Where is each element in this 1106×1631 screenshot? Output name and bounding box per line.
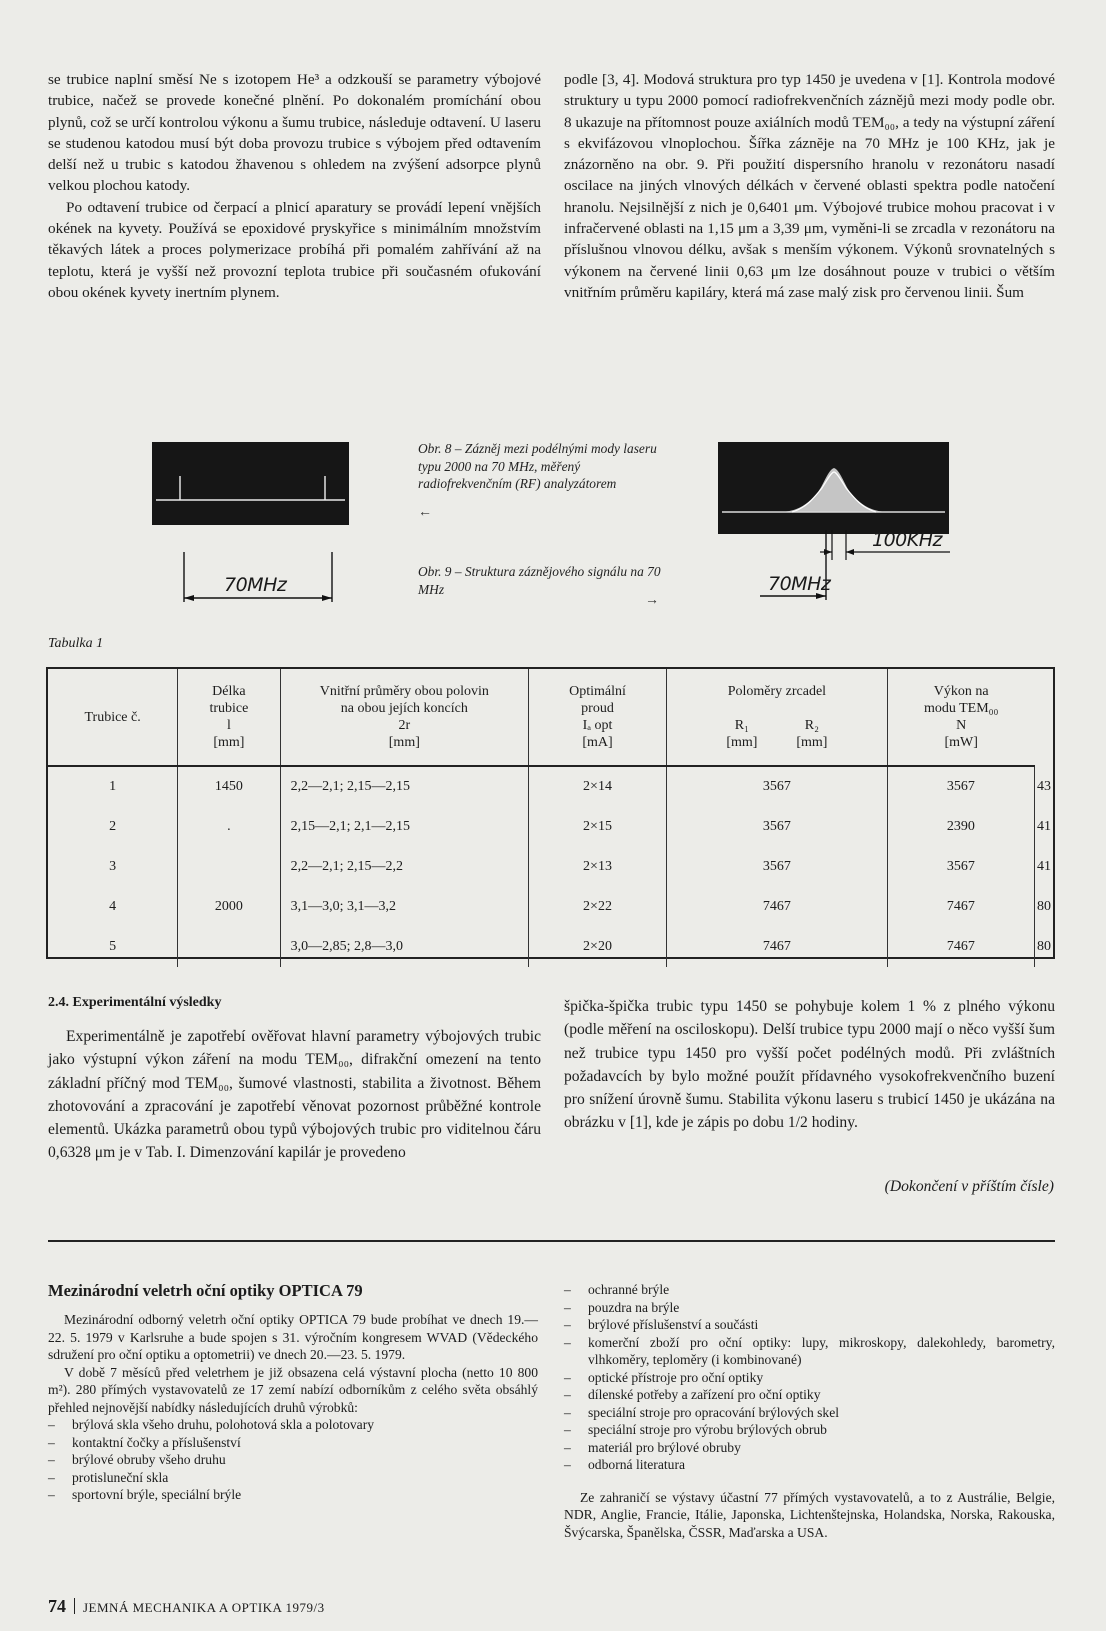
table-cell: 43: [1035, 766, 1054, 807]
table-cell: 3567: [887, 766, 1034, 807]
table-cell: 3567: [666, 766, 887, 807]
page-number: 74: [48, 1596, 66, 1616]
table-title: Tabulka 1: [48, 636, 104, 651]
page-footer: [48, 1596, 325, 1617]
list-item: – dílenské potřeby a zařízení pro oční optiky: [564, 1386, 1055, 1404]
figure-8-spectrum-image: [152, 442, 349, 525]
table-cell: 2×14: [529, 766, 667, 807]
table-cell: 80: [1035, 927, 1054, 967]
right-arrow-icon: →: [645, 593, 659, 608]
paragraph: V době 7 měsíců před veletrhem je již obsazena celá výstavní plocha (netto 10 800 m²). 280 přímých vystavovatelů ze 17 zemí nabízí odborníkům z celého světa obsáhlý přehled nejnovější nabídky následujících druhů výrobků:: [48, 1364, 538, 1415]
list-item: – speciální stroje pro výrobu brýlových obrub: [564, 1421, 1055, 1439]
paragraph: Po odtavení trubice od čerpací a plnicí aparatury se provádí lepení vnějších okének na kyvety. Používá se epoxidové pryskyřice s minimálním množstvím těkavých látek a proces polymerizace probíhá při pomalém zahřívání až na teplotu, která je vyšší než provozní teplota trubice při současném ofukování obou okének kyvety inertním plynem.: [48, 198, 541, 301]
table-row: [48, 807, 1053, 847]
table-cell: 4: [109, 899, 117, 914]
paragraph: Ze zahraničí se výstavy účastní 77 přímých vystavovatelů, a to z Austrálie, Belgie, NDR, Anglie, Francie, Itálie, Japonska, Lichtenštejnska, Holandska, Norska, Rakouska, Švýcarska, Španělska, ČSSR, Maďarska a USA.: [564, 1489, 1055, 1540]
table-cell: 2000: [178, 887, 280, 927]
figure-8-dimension-label: 70MHz: [224, 574, 287, 596]
list-item: – speciální stroje pro opracování brýlových skel: [564, 1404, 1055, 1422]
table-cell: 2,15—2,1; 2,1—2,15: [280, 807, 529, 847]
list-item: – optické přístroje pro oční optiky: [564, 1369, 1055, 1387]
table-cell: 2×15: [529, 807, 667, 847]
continued-note: (Dokončení v příštím čísle): [884, 1178, 1054, 1195]
product-list: [48, 1416, 538, 1504]
list-item: – materiál pro brýlové obruby: [564, 1439, 1055, 1457]
table-cell: [178, 927, 280, 967]
table-cell: 41: [1035, 847, 1054, 887]
table-cell: 2×20: [529, 927, 667, 967]
table-cell: .: [178, 807, 280, 847]
table-cell: 80: [1035, 887, 1054, 927]
table-cell: 7467: [666, 927, 887, 967]
header-inner-diameters: Vnitřní průměry obou polovin na obou jejích koncích 2r [mm]: [280, 669, 529, 766]
article-column-top-left: [48, 69, 541, 303]
article-column-top-right: [564, 69, 1055, 303]
header-tube-number: Trubice č.: [48, 669, 178, 766]
list-item: – pouzdra na brýle: [564, 1299, 1055, 1317]
figure-9-dimension-marker: [760, 530, 980, 602]
table-cell: 3: [109, 859, 117, 874]
table-cell: 1: [109, 779, 117, 794]
section-heading: 2.4. Experimentální výsledky: [48, 995, 222, 1010]
table-cell: 7467: [666, 887, 887, 927]
figure-9-frequency-label: 70MHz: [768, 573, 831, 595]
figure-9-bandwidth-label: 100KHz: [872, 530, 942, 551]
news-column-right: [564, 1281, 1055, 1541]
header-optimal-current: Optimální proud Iₐ opt [mA]: [529, 669, 667, 766]
table-cell: 2,2—2,1; 2,15—2,2: [280, 847, 529, 887]
list-item: – brýlové obruby všeho druhu: [48, 1451, 538, 1469]
article-column-bottom-left: [48, 1025, 541, 1165]
table-cell: [178, 847, 280, 887]
list-item: – ochranné brýle: [564, 1281, 1055, 1299]
figure-8-dimension-marker: [180, 552, 340, 608]
table-cell: 2390: [887, 807, 1034, 847]
section-divider: [48, 1240, 1055, 1242]
parameters-table: [46, 667, 1055, 959]
table-row: [48, 847, 1053, 887]
paragraph: Experimentálně je zapotřebí ověřovat hlavní parametry výbojových trubic jako výstupní výkon záření na modu TEM₀₀, difrakční omezení na tento základní příčný mod TEM₀₀, šumové vlastnosti, stabilita a životnost. Během zhotovování a zpracování je zapotřebí věnovat pozornost průběžné kontrole elementů. Ukázka parametrů obou typů výbojových trubic pro viditelnou čáru 0,6328 μm je v Tab. I. Dimenzování kapilár je provedeno: [48, 1028, 541, 1162]
list-item: – komerční zboží pro oční optiky: lupy, mikroskopy, dalekohledy, barometry, vlhkoměry, teploměry (i kombinované): [564, 1334, 1055, 1369]
table-cell: 41: [1035, 807, 1054, 847]
figure-9-signal-image: [718, 442, 949, 534]
figure-9-caption: Obr. 9 – Struktura záznějového signálu na 70 MHz: [418, 564, 661, 597]
table-cell: 7467: [887, 927, 1034, 967]
table-cell: 3,1—3,0; 3,1—3,2: [280, 887, 529, 927]
table-cell: 2×13: [529, 847, 667, 887]
paragraph: podle [3, 4]. Modová struktura pro typ 1450 je uvedena v [1]. Kontrola modové struktury u typu 2000 pomocí radiofrekvenčních záznějů mezi mody podle obr. 8 ukazuje na přítomnost pouze axiálních modů TEM₀₀, a tedy na výstupní záření s ekvifázovou vlnoplochou. Šířka záznĕje na 70 MHz je 100 KHz, jak je znázorněno na obr. 9. Při použití dispersního hranolu v rezonátoru nasadí oscilace na jiných vlnových délkách v červené oblasti spektra podle natočení hranolu. Nejsilnější z nich je 0,6401 μm. Výbojové trubice mohou pracovat i v infračervené oblasti na 1,15 μm a 3,39 μm, vyměni-li se zrcadla v rezonátoru na příslušnou vlnovou délku, avšak s menším výkonem. Výkonů srovnatelných s výkonem na červené linii 0,63 μm lze dosáhnout pouze v trubici o větším vnitřním průměru kapiláry, která má zase malý zisk pro červenou linii. Šum: [564, 71, 1055, 301]
news-title: Mezinárodní veletrh oční optiky OPTICA 79: [48, 1281, 363, 1300]
table-cell: 3567: [666, 807, 887, 847]
header-output-power: Výkon na modu TEM₀₀ N [mW]: [887, 669, 1034, 766]
article-column-bottom-right: [564, 995, 1055, 1135]
paragraph: Mezinárodní odborný veletrh oční optiky OPTICA 79 bude probíhat ve dnech 19.—22. 5. 1979 v Karlsruhe a bude spojen s 31. výročním kongresem WVAD (Vědeckého sdružení pro oční optiku a optometrii) ve dnech 20.—23. 5. 1979.: [48, 1312, 538, 1362]
paragraph: se trubice naplní směsí Ne s izotopem He³ a odzkouší se parametry výbojové trubice, načež se provede konečné plnění. Po dokonalém promíchání obou plynů, což se určí kontrolou výkonu a šumu trubice, následuje odtavení. U laseru se studenou katodou musí být doba provozu trubice s výbojem před odtavením delší než u trubic s katodou žhavenou s ohledem na zvýšení adsorpce plynů velkou plochou katody.: [48, 71, 541, 195]
left-arrow-icon: ←: [418, 505, 432, 520]
figure-8-caption: Obr. 8 – Zázněj mezi podélnými mody laseru typu 2000 na 70 MHz, měřený radiofrekvenčním (RF) analyzátorem: [418, 441, 657, 491]
news-column-left: [48, 1311, 538, 1504]
paragraph: špička-špička trubic typu 1450 se pohybuje kolem 1 % z plného výkonu (podle měření na osciloskopu). Delší trubice typu 2000 mají o něco vyšší šum než trubice typu 1450 pro vyšší počet podélných modů. Při zvláštních požadavcích by bylo možné použít přídavného vysokofrekvenčního buzení pro snížení úrovně šumu. Stabilita výkonu laseru s trubicí 1450 je ukázána na obrázku v [1], kde je zápis po dobu 1/2 hodiny.: [564, 998, 1055, 1132]
list-item: – odborná literatura: [564, 1456, 1055, 1474]
list-item: – protisluneční skla: [48, 1469, 538, 1487]
table-cell: 2: [109, 819, 117, 834]
table-cell: 3,0—2,85; 2,8—3,0: [280, 927, 529, 967]
table-row: [48, 927, 1053, 967]
table-cell: 1450: [178, 766, 280, 807]
table-row: [48, 766, 1053, 807]
header-mirror-radii: Poloměry zrcadel R₁ R₂ [mm] [mm]: [666, 669, 887, 766]
table-cell: 5: [109, 939, 117, 954]
list-item: – brýlová skla všeho druhu, polohotová skla a polotovary: [48, 1416, 538, 1434]
journal-name: JEMNÁ MECHANIKA A OPTIKA 1979/3: [83, 1600, 325, 1615]
list-item: – sportovní brýle, speciální brýle: [48, 1486, 538, 1504]
table-cell: 3567: [887, 847, 1034, 887]
header-tube-length: Délka trubice l [mm]: [178, 669, 280, 766]
product-list: [564, 1281, 1055, 1474]
table-header-row: [48, 669, 1053, 766]
table-row: [48, 887, 1053, 927]
table-cell: 3567: [666, 847, 887, 887]
table-cell: 2×22: [529, 887, 667, 927]
list-item: – brýlové příslušenství a součásti: [564, 1316, 1055, 1334]
list-item: – kontaktní čočky a příslušenství: [48, 1434, 538, 1452]
table-cell: 7467: [887, 887, 1034, 927]
table-cell: 2,2—2,1; 2,15—2,15: [280, 766, 529, 807]
